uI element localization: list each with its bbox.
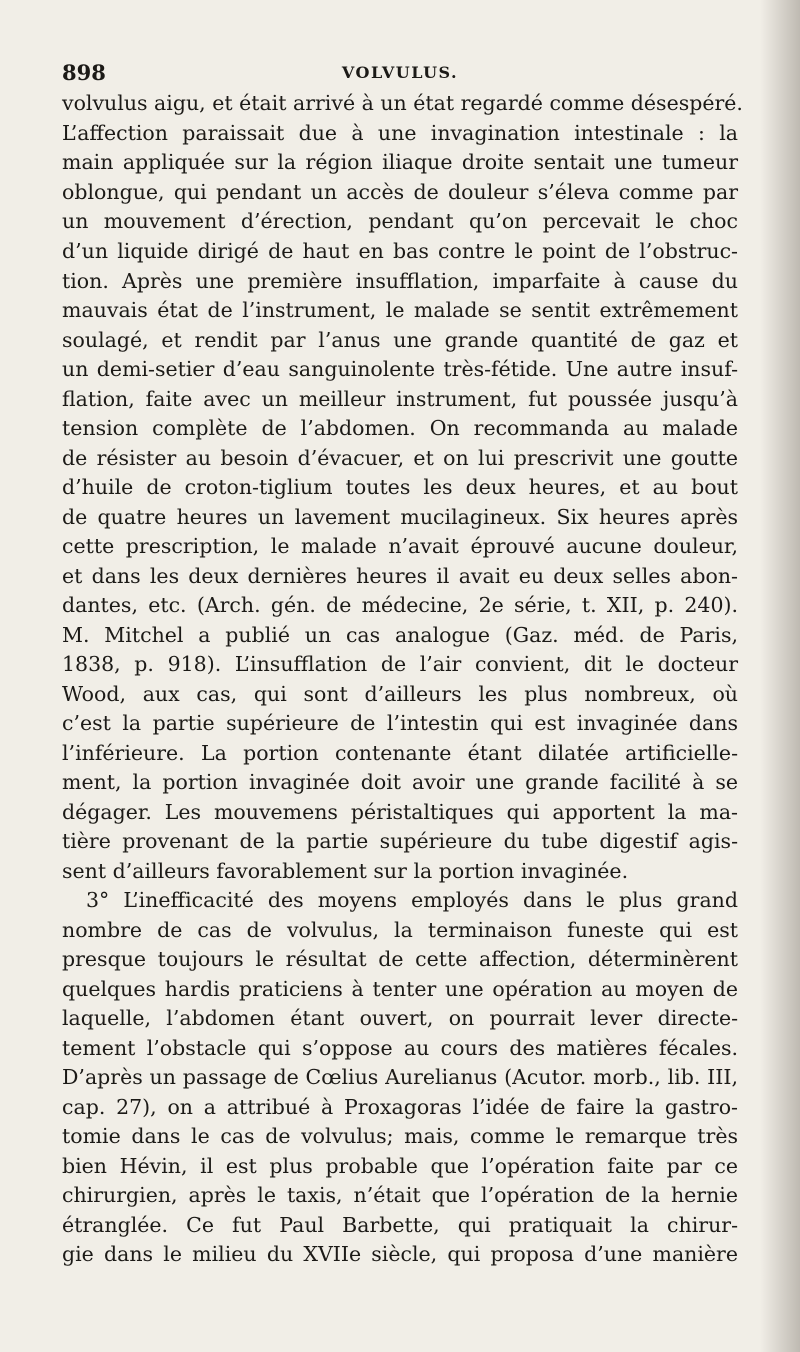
text-line: quelques hardis praticiens à tenter une opération au moyen de xyxy=(62,977,738,1001)
text-line: tension complète de l’abdomen. On recommanda au malade xyxy=(62,416,738,440)
text-line: Wood, aux cas, qui sont d’ailleurs les plus nombreux, où xyxy=(62,682,738,706)
text-line: un demi-setier d’eau sanguinolente très-fétide. Une autre insuf- xyxy=(62,357,738,381)
text-line: d’huile de croton-tiglium toutes les deux heures, et au bout xyxy=(62,475,738,499)
text-line: dégager. Les mouvemens péristaltiques qui apportent la ma- xyxy=(62,800,738,824)
text-line: soulagé, et rendit par l’anus une grande quantité de gaz et xyxy=(62,328,738,352)
page-number: 898 xyxy=(62,60,106,85)
text-line: de résister au besoin d’évacuer, et on lui prescrivit une goutte xyxy=(62,446,738,470)
text-line: cap. 27), on a attribué à Proxagoras l’idée de faire la gastro- xyxy=(62,1095,738,1119)
text-line: tomie dans le cas de volvulus; mais, comme le remarque très xyxy=(62,1124,738,1148)
text-line: chirurgien, après le taxis, n’était que l’opération de la hernie xyxy=(62,1183,738,1207)
text-line: 1838, p. 918). L’insufflation de l’air convient, dit le docteur xyxy=(62,652,738,676)
text-line: presque toujours le résultat de cette affection, déterminèrent xyxy=(62,947,738,971)
text-line: ment, la portion invaginée doit avoir une grande facilité à se xyxy=(62,770,738,794)
text-line: oblongue, qui pendant un accès de douleur s’éleva comme par xyxy=(62,180,738,204)
text-line: main appliquée sur la région iliaque droite sentait une tumeur xyxy=(62,150,738,174)
text-line: et dans les deux dernières heures il avait eu deux selles abon- xyxy=(62,564,738,588)
text-line: gie dans le milieu du XVIIe siècle, qui proposa d’une manière xyxy=(62,1242,738,1266)
text-line: sent d’ailleurs favorablement sur la portion invaginée. xyxy=(62,859,629,883)
text-line: tion. Après une première insufflation, imparfaite à cause du xyxy=(62,269,738,293)
text-line: mauvais état de l’instrument, le malade se sentit extrêmement xyxy=(62,298,738,322)
text-line: volvulus aigu, et était arrivé à un état regardé comme désespéré. xyxy=(62,91,743,115)
text-line: c’est la partie supérieure de l’intestin qui est invaginée dans xyxy=(62,711,738,735)
text-line: L’affection paraissait due à une invagination intestinale : la xyxy=(62,121,738,145)
text-line: tière provenant de la partie supérieure du tube digestif agis- xyxy=(62,829,738,853)
text-line: 3° L’inefficacité des moyens employés dans le plus grand xyxy=(86,888,738,912)
page-edge-shadow xyxy=(760,0,800,1352)
text-line: de quatre heures un lavement mucilagineux. Six heures après xyxy=(62,505,738,529)
text-line: cette prescription, le malade n’avait éprouvé aucune douleur, xyxy=(62,534,738,558)
running-head: VOLVULUS. xyxy=(341,63,459,82)
text-line: M. Mitchel a publié un cas analogue (Gaz. méd. de Paris, xyxy=(62,623,738,647)
text-line: un mouvement d’érection, pendant qu’on percevait le choc xyxy=(62,209,738,233)
text-line: bien Hévin, il est plus probable que l’opération faite par ce xyxy=(62,1154,738,1178)
text-line: tement l’obstacle qui s’oppose au cours des matières fécales. xyxy=(62,1036,738,1060)
text-line: nombre de cas de volvulus, la terminaison funeste qui est xyxy=(62,918,738,942)
text-line: flation, faite avec un meilleur instrument, fut poussée jusqu’à xyxy=(62,387,738,411)
text-line: laquelle, l’abdomen étant ouvert, on pourrait lever directe- xyxy=(62,1006,738,1030)
text-line: dantes, etc. (Arch. gén. de médecine, 2e série, t. XII, p. 240). xyxy=(62,593,738,617)
page-header xyxy=(62,60,738,90)
text-line: l’inférieure. La portion contenante étant dilatée artificielle- xyxy=(62,741,738,765)
text-line: d’un liquide dirigé de haut en bas contre le point de l’obstruc- xyxy=(62,239,738,263)
text-line: D’après un passage de Cœlius Aurelianus (Acutor. morb., lib. III, xyxy=(62,1065,738,1089)
text-line: étranglée. Ce fut Paul Barbette, qui pratiquait la chirur- xyxy=(62,1213,738,1237)
